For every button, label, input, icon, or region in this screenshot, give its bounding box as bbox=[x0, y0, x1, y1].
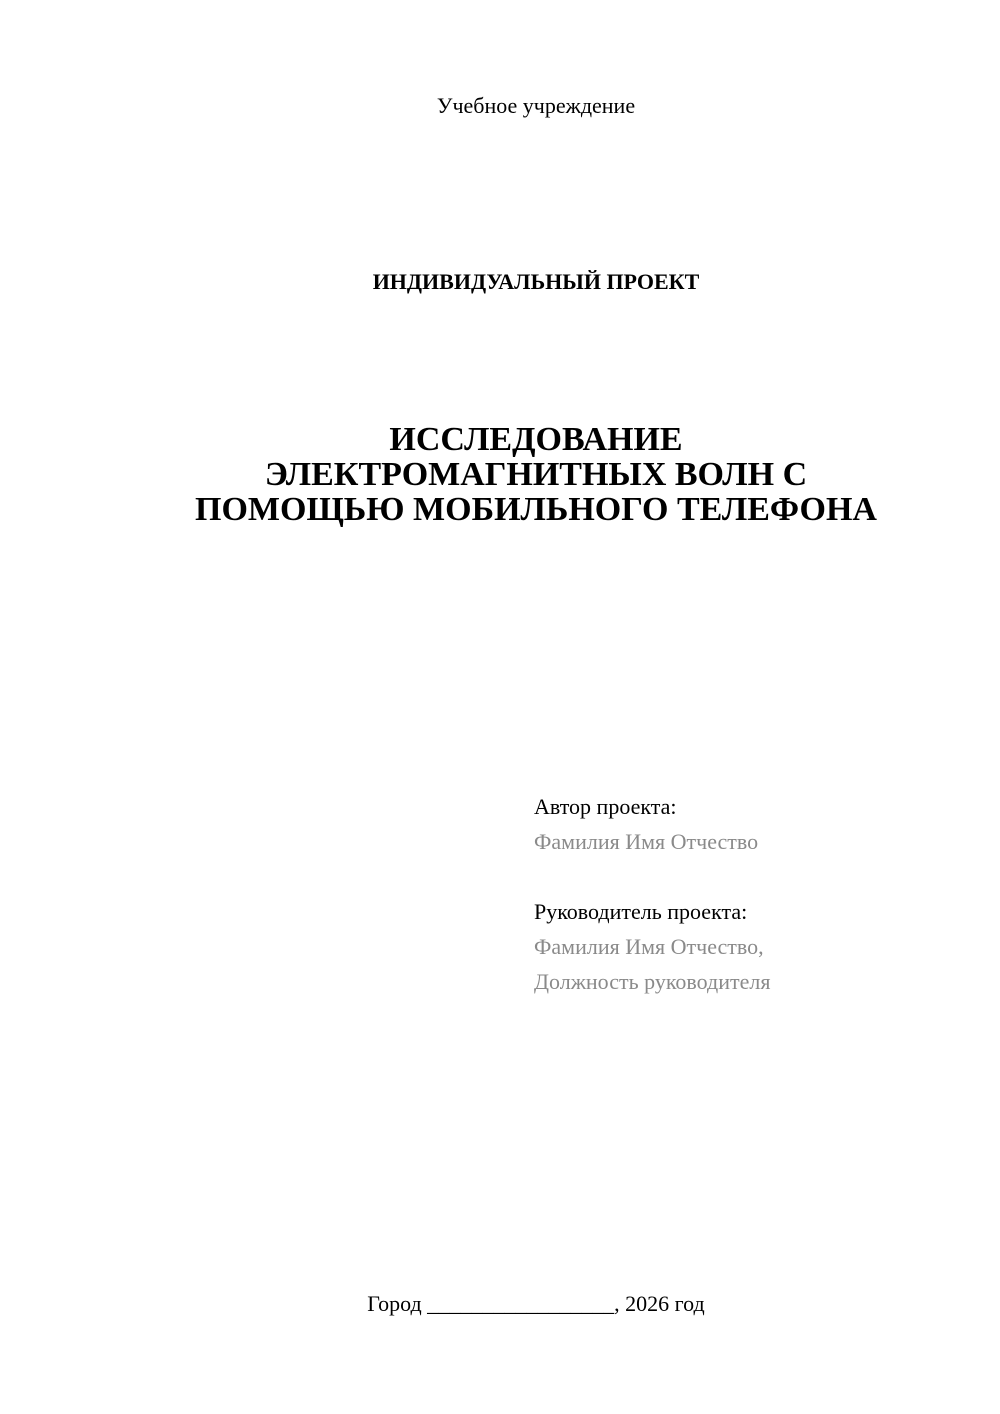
institution-name: Учебное учреждение bbox=[436, 93, 636, 118]
credits-spacer bbox=[534, 859, 770, 894]
author-label: Автор проекта: bbox=[534, 794, 677, 819]
supervisor-name: Фамилия Имя Отчество, bbox=[534, 934, 764, 959]
supervisor-label: Руководитель проекта: bbox=[534, 899, 748, 924]
project-credits bbox=[534, 789, 770, 999]
project-title-line-1: ИССЛЕДОВАНИЕ bbox=[389, 421, 683, 458]
project-title-line-3: ПОМОЩЬЮ МОБИЛЬНОГО ТЕЛЕФОНА bbox=[195, 491, 877, 528]
project-title-line-2: ЭЛЕКТРОМАГНИТНЫХ ВОЛН С bbox=[264, 456, 808, 493]
city-year-line: Город _________________, 2026 год bbox=[367, 1291, 705, 1316]
author-name: Фамилия Имя Отчество bbox=[534, 829, 759, 854]
supervisor-position: Должность руководителя bbox=[534, 969, 771, 994]
document-type: ИНДИВИДУАЛЬНЫЙ ПРОЕКТ bbox=[372, 269, 700, 294]
project-title bbox=[0, 422, 1000, 527]
